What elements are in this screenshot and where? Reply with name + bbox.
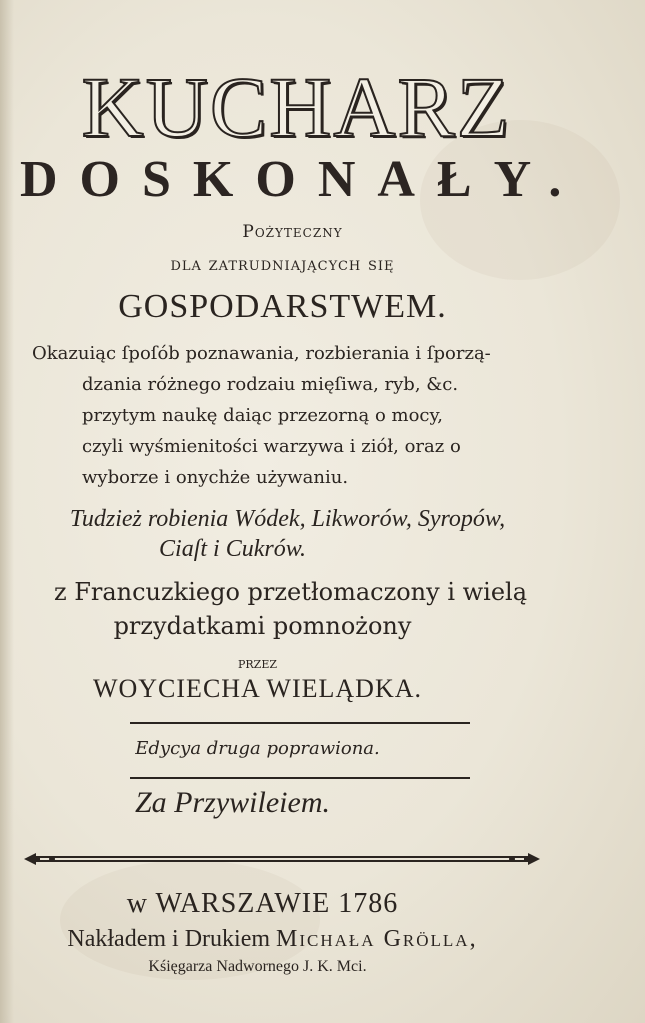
description-line: dzania różnego rodzaiu mięſiwa, ryb, &c. xyxy=(82,374,459,395)
title-main: KUCHARZ xyxy=(81,59,512,155)
description-line: przytym naukę daiąc przezorną o mocy, xyxy=(82,405,443,426)
place-year: w WARSZAWIE 1786 xyxy=(126,888,399,919)
publisher-title: Kśięgarza Nadwornego J. K. Mci. xyxy=(148,958,367,975)
ornamental-rule xyxy=(22,850,542,868)
italic-line-1: Tudzież robienia Wódek, Likworów, Syropów, xyxy=(69,506,506,532)
subtitle-line-3: GOSPODARSTWEM. xyxy=(118,288,447,325)
description-line: wyborze i onychże używaniu. xyxy=(82,467,349,488)
divider-rule xyxy=(130,777,470,779)
italic-line-2: Ciaſt i Cukrów. xyxy=(159,536,306,562)
description-paragraph xyxy=(32,338,572,493)
translation-line-2: przydatkami pomnożony xyxy=(113,612,412,640)
privilege-note: Za Przywileiem. xyxy=(135,786,330,819)
subtitle-line-1: Pożyteczny xyxy=(242,222,343,242)
by-label: przez xyxy=(238,654,277,672)
edition-note: Edycya druga poprawiona. xyxy=(135,738,380,759)
publisher-line xyxy=(0,926,545,953)
description-line: czyli wyśmienitości warzywa i ziół, oraz o xyxy=(82,436,461,457)
publisher-name: Michała Grölla, xyxy=(276,926,478,952)
author-name: WOYCIECHA WIELĄDKA. xyxy=(92,674,423,703)
divider-rule xyxy=(130,722,470,724)
page-edge-shadow xyxy=(0,0,14,1023)
publisher-prefix: Nakładem i Drukiem xyxy=(67,926,271,952)
title-second: DOSKONAŁY. xyxy=(20,151,584,208)
translation-line-1: z Francuzkiego przetłomaczony i wielą xyxy=(53,578,528,606)
description-line: Okazuiąc ſpoſób poznawania, rozbierania i ſporzą- xyxy=(32,343,491,364)
subtitle-line-2: dla zatrudniających się xyxy=(170,254,395,275)
